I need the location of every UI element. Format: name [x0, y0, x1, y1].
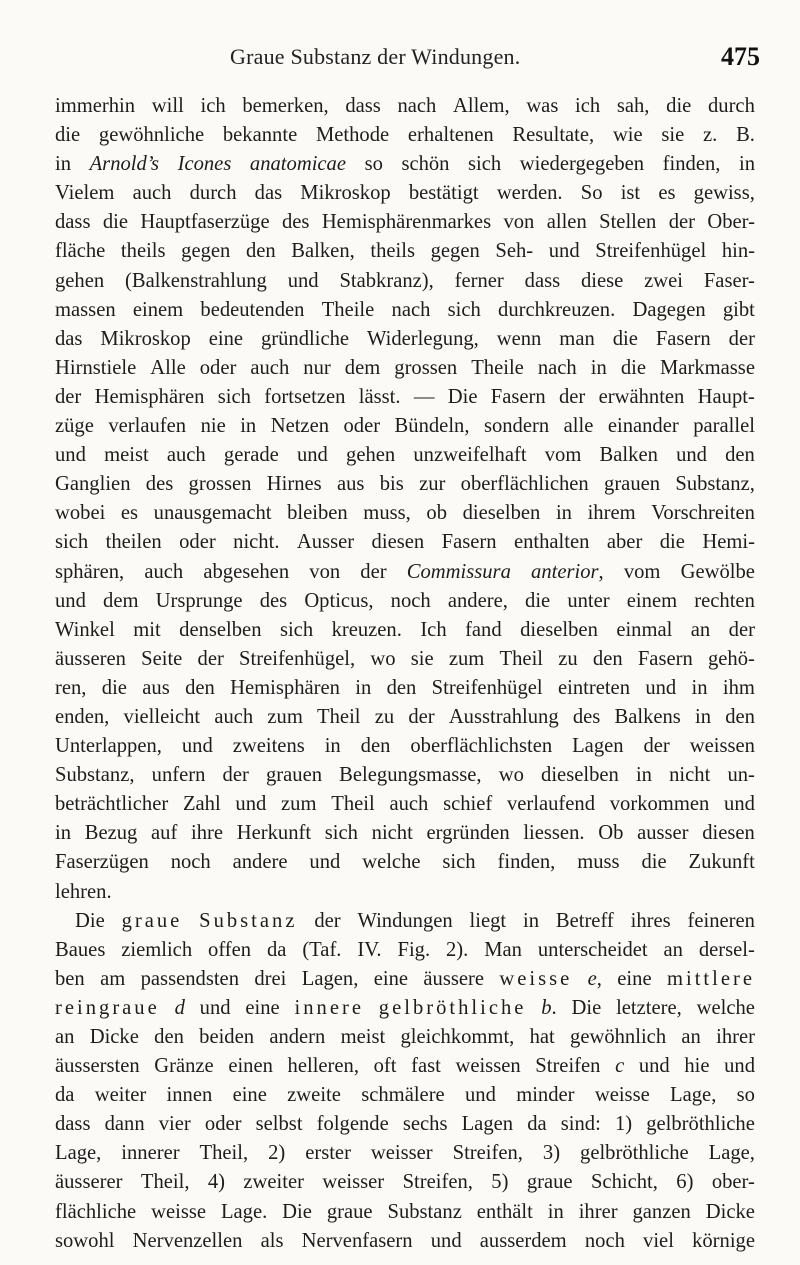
text-fragment: und: [638, 1055, 670, 1078]
text-fragment: äussersten: [55, 1055, 140, 1078]
text-line: Baues ziemlich offen da (Taf. IV. Fig. 2). Man unterscheidet an dersel-: [55, 938, 755, 961]
text-line: Faserzügen noch andere und welche sich finden, muss die Zukunft: [55, 851, 755, 874]
text-line: [55, 1052, 755, 1081]
text-fragment: welche: [696, 996, 755, 1019]
text-line: wobei es unausgemacht bleiben muss, ob dieselben in ihrem Vorschreiten: [55, 502, 755, 525]
text-fragment: oft: [373, 1055, 397, 1078]
spaced-text: reingraue: [55, 996, 160, 1019]
text-line: sowohl Nervenzellen als Nervenfasern und ausserdem noch viel körnige: [55, 1229, 755, 1252]
text-line: dass die Hauptfaserzüge des Hemisphärenmarkes von allen Stellen der Ober-: [55, 211, 755, 234]
text-line: Substanz, unfern der grauen Belegungsmasse, wo dieselben in nicht un-: [55, 764, 755, 787]
italic-text: Arnold’s: [89, 153, 160, 176]
text-fragment: und: [724, 1055, 755, 1078]
text-fragment: Lagen,: [301, 967, 359, 990]
text-line: äusseren Seite der Streifenhügel, wo sie zum Theil zu den Fasern gehö-: [55, 647, 755, 670]
text-line: [55, 150, 755, 179]
text-line: an Dicke den beiden andern meist gleichkommt, hat gewöhnlich an ihrer: [55, 1026, 755, 1048]
text-fragment: eine: [373, 967, 409, 990]
text-line: ren, die aus den Hemisphären in den Streifenhügel eintreten und in ihm: [55, 676, 755, 699]
text-fragment: finden,: [662, 153, 721, 176]
text-fragment: fast: [411, 1055, 441, 1078]
text-fragment: helleren,: [287, 1055, 359, 1078]
text-line: [55, 965, 755, 994]
text-fragment: vom: [623, 560, 661, 583]
italic-text: e: [587, 967, 597, 990]
page-number: 475: [721, 42, 760, 71]
text-fragment: Gewölbe: [680, 560, 755, 583]
text-fragment: sphären,: [55, 560, 125, 583]
text-line: äusserer Theil, 4) zweiter weisser Streifen, 5) graue Schicht, 6) ober-: [55, 1171, 755, 1194]
text-fragment: hie: [684, 1055, 710, 1078]
text-line: und meist auch gerade und gehen unzweifelhaft vom Balken und den: [55, 444, 755, 467]
text-fragment: abgesehen: [203, 560, 290, 583]
text-line: Unterlappen, und zweitens in den oberflächlichsten Lagen der weissen: [55, 735, 755, 758]
page-header: [0, 44, 800, 74]
text-line: [55, 907, 755, 936]
text-fragment: Windungen: [357, 909, 453, 932]
text-fragment: Die: [571, 996, 602, 1019]
italic-text: b: [541, 996, 552, 1019]
text-line: Ganglien des grossen Hirnes aus bis zur oberflächlichen grauen Substanz,: [55, 473, 755, 496]
text-fragment: ihres: [630, 909, 671, 932]
text-line: in Bezug auf ihre Herkunft sich nicht ergründen liessen. Ob ausser diesen: [55, 822, 755, 845]
text-fragment: ben: [55, 967, 85, 990]
spaced-text: mittlere: [666, 967, 755, 990]
text-fragment: wiedergegeben: [519, 153, 645, 176]
text-fragment: einen: [228, 1055, 273, 1078]
text-fragment: feineren: [687, 909, 755, 932]
text-line: züge verlaufen nie in Netzen oder Bündeln, sondern alle einander parallel: [55, 415, 755, 438]
text-fragment: am: [100, 967, 126, 990]
text-fragment: Die: [75, 909, 105, 932]
text-line: immerhin will ich bemerken, dass nach Allem, was ich sah, die durch: [55, 95, 755, 117]
text-fragment: eine: [617, 967, 652, 990]
italic-text: Icones: [177, 153, 232, 176]
text-line: flächliche weisse Lage. Die graue Substanz enthält in ihrer ganzen Dicke: [55, 1200, 755, 1223]
text-fragment: passendsten: [140, 967, 239, 990]
text-fragment: in: [55, 153, 72, 176]
text-line: Winkel mit denselben sich kreuzen. Ich fand dieselben einmal an der: [55, 618, 755, 641]
text-fragment: ,: [596, 967, 602, 990]
text-fragment: auch: [144, 560, 184, 583]
body-text: [55, 92, 755, 1256]
text-fragment: letztere,: [616, 996, 682, 1019]
spaced-text: gelbröthliche: [378, 996, 527, 1019]
text-fragment: der: [314, 909, 341, 932]
text-line: dass dann vier oder selbst folgende sechs Lagen da sind: 1) gelbröthliche: [55, 1113, 755, 1136]
text-fragment: von: [309, 560, 341, 583]
text-line: gehen (Balkenstrahlung und Stabkranz), ferner dass diese zwei Faser-: [55, 269, 755, 292]
text-line: enden, vielleicht auch zum Theil zu der Ausstrahlung des Balkens in den: [55, 705, 755, 728]
text-fragment: sich: [468, 153, 502, 176]
italic-text: anterior: [531, 560, 599, 583]
text-fragment: äussere: [423, 967, 484, 990]
text-fragment: der: [360, 560, 387, 583]
spaced-text: Substanz: [199, 909, 298, 932]
text-line: Lage, innerer Theil, 2) erster weisser Streifen, 3) gelbröthliche Lage,: [55, 1142, 755, 1165]
text-fragment: und: [199, 996, 231, 1019]
text-fragment: weissen: [455, 1055, 521, 1078]
text-line: Hirnstiele Alle oder auch nur dem grossen Theile nach in die Markmasse: [55, 356, 755, 379]
text-fragment: ,: [598, 560, 604, 583]
text-line: lehren.: [55, 880, 112, 903]
text-fragment: in: [522, 909, 540, 932]
spaced-text: weisse: [499, 967, 573, 990]
text-fragment: so: [364, 153, 383, 176]
spaced-text: innere: [294, 996, 364, 1019]
italic-text: Commissura: [406, 560, 511, 583]
text-line: die gewöhnliche bekannte Methode erhaltenen Resultate, wie sie z. B.: [55, 124, 755, 147]
italic-text: d: [174, 996, 185, 1019]
running-head: Graue Substanz der Windungen.: [230, 44, 521, 69]
text-fragment: liegt: [469, 909, 507, 932]
italic-text: c: [615, 1055, 625, 1078]
text-line: [55, 994, 755, 1023]
text-line: fläche theils gegen den Balken, theils gegen Seh- und Streifenhügel hin-: [55, 240, 755, 263]
text-fragment: drei: [254, 967, 287, 990]
text-fragment: eine: [245, 996, 280, 1019]
text-fragment: schön: [401, 153, 450, 176]
spaced-text: graue: [121, 909, 183, 932]
text-line: Vielem auch durch das Mikroskop bestätigt werden. So ist es gewiss,: [55, 182, 755, 205]
text-fragment: in: [738, 153, 755, 176]
text-line: da weiter innen eine zweite schmälere und minder weisse Lage, so: [55, 1084, 755, 1107]
text-line: das Mikroskop eine gründliche Widerlegung, wenn man die Fasern der: [55, 327, 755, 350]
text-line: beträchtlicher Zahl und zum Theil auch schief verlaufend vorkommen und: [55, 793, 755, 816]
text-line: der Hemisphären sich fortsetzen lässt. — Die Fasern der erwähnten Haupt-: [55, 385, 755, 408]
text-fragment: Streifen: [535, 1055, 601, 1078]
text-line: [55, 558, 755, 587]
text-line: und dem Ursprunge des Opticus, noch andere, die unter einem rechten: [55, 589, 755, 612]
italic-text: anatomicae: [249, 153, 346, 176]
text-fragment: Gränze: [154, 1055, 214, 1078]
text-line: massen einem bedeutenden Theile nach sich durchkreuzen. Dagegen gibt: [55, 298, 755, 321]
text-fragment: Betreff: [555, 909, 614, 932]
text-line: sich theilen oder nicht. Ausser diesen Fasern enthalten aber die Hemi-: [55, 531, 755, 554]
text-fragment: .: [551, 996, 557, 1019]
